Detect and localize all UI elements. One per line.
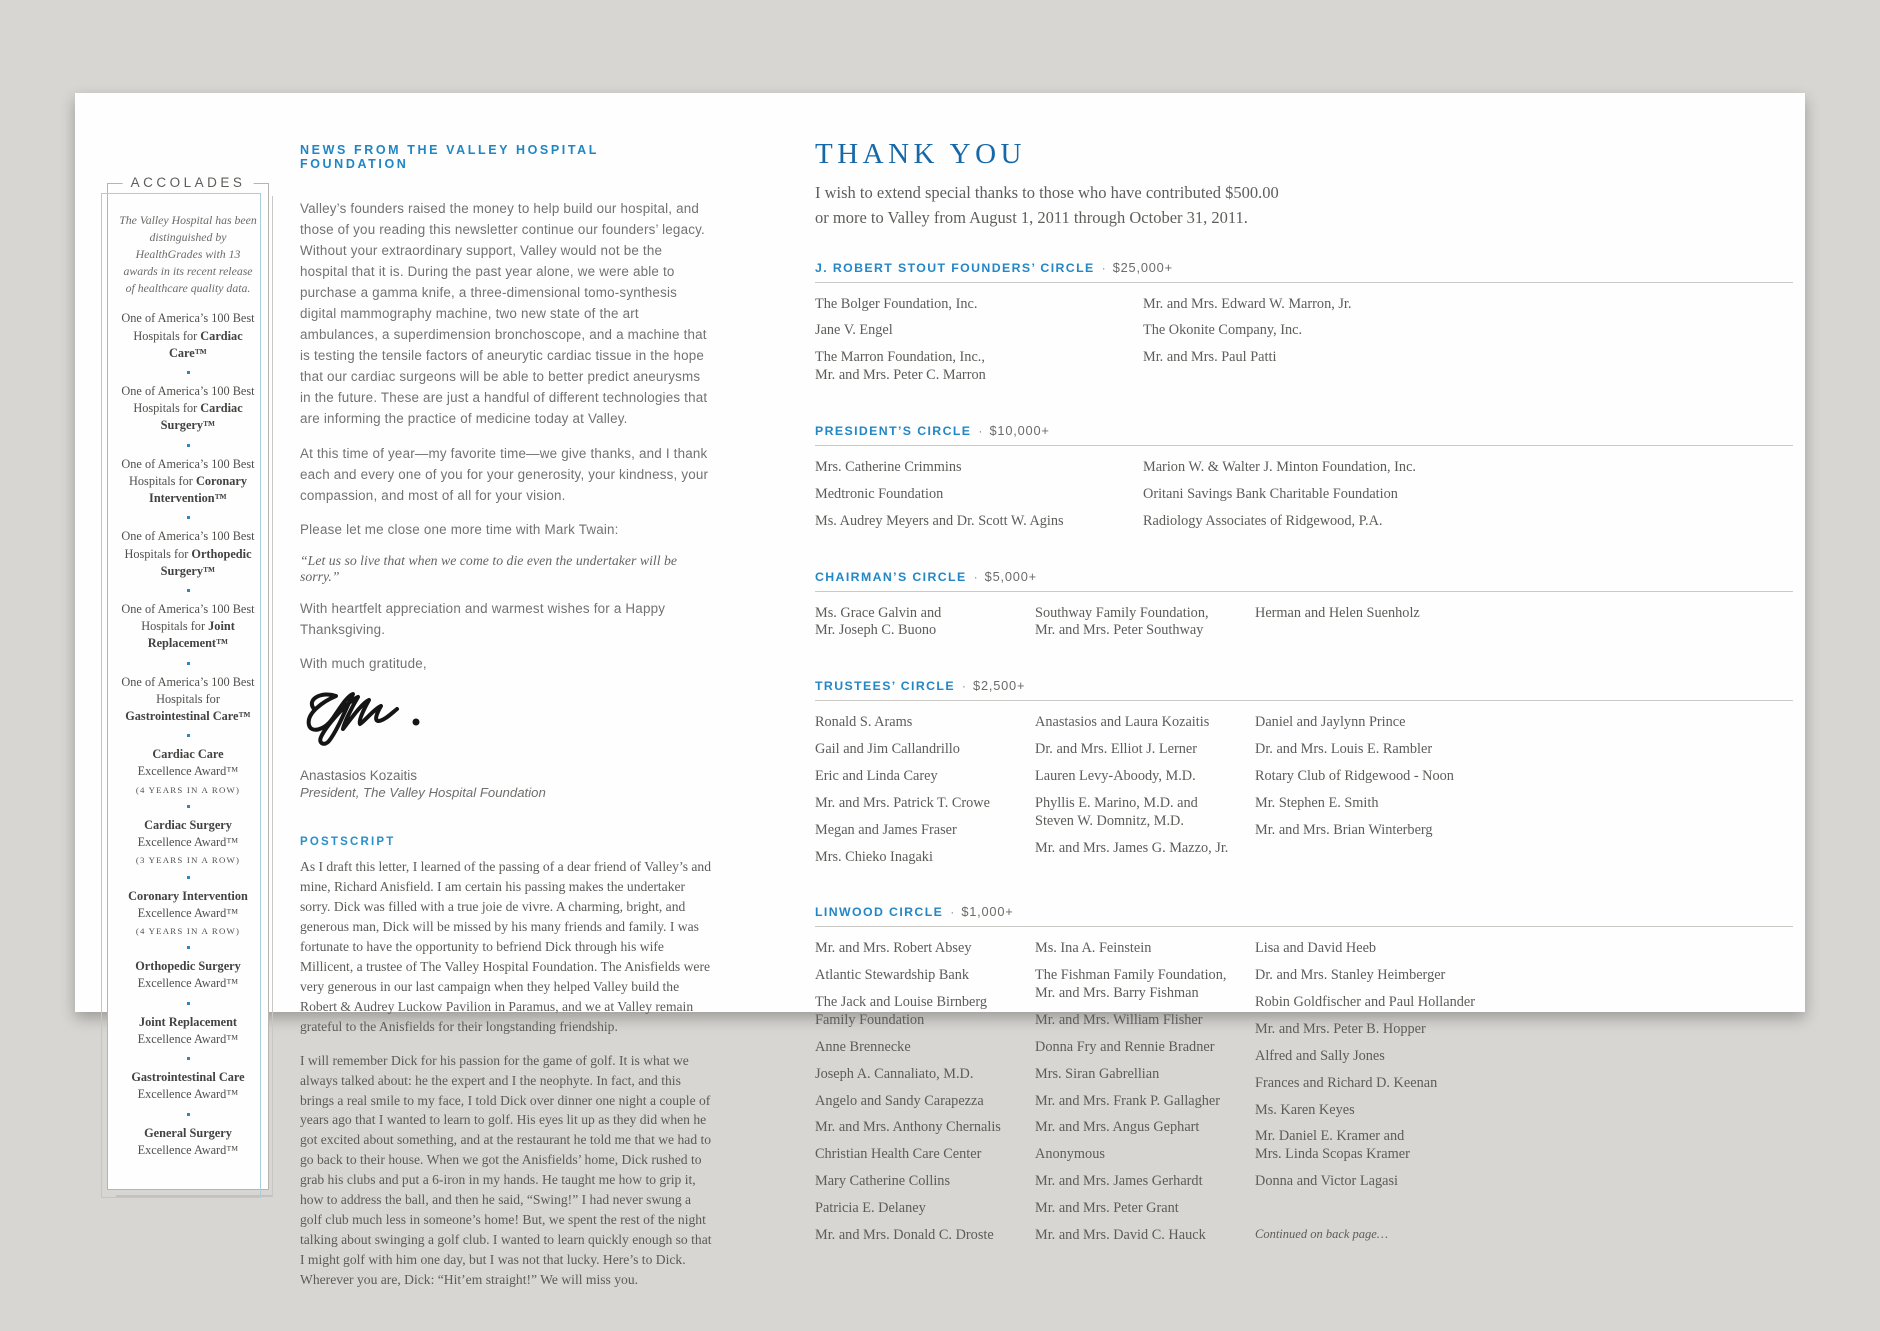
donor-section-header (815, 423, 1793, 438)
bullet-separator (187, 734, 190, 737)
donor-name: Angelo and Sandy Carapezza (815, 1092, 984, 1109)
donor-name: Atlantic Stewardship Bank (815, 967, 970, 984)
donor-name: Jane V. Engel (815, 322, 893, 339)
donor-name: Ms. Grace Galvin and Mr. Joseph C. Buono (815, 604, 942, 639)
accolade-item: One of America’s 100 Best Hospitals for Coronary Intervention™ (121, 456, 255, 506)
donor-name: Megan and James Fraser (815, 821, 957, 838)
donor-column (815, 459, 1143, 540)
donor-section-amount: $1,000+ (961, 904, 1014, 920)
signature-title: President, The Valley Hospital Foundation (300, 784, 546, 800)
donor-name: The Marron Foundation, Inc., Mr. and Mrs. Peter C. Marron (815, 349, 986, 384)
accolade-award-name: Coronary Intervention (128, 888, 248, 903)
accolade-award-name: Cardiac Surgery™ (160, 401, 243, 433)
letter-closing-1: With heartfelt appreciation and warmest wishes for a Happy Thanksgiving. (300, 600, 666, 637)
donor-name: Alfred and Sally Jones (1255, 1047, 1385, 1064)
accolades-intro: The Valley Hospital has been distinguished by HealthGrades with 13 awards in its recent release of healthcare quality data. (119, 213, 257, 296)
donor-name: Donna Fry and Rennie Bradner (1035, 1038, 1215, 1055)
bullet-separator (187, 946, 190, 949)
donor-columns (815, 714, 1793, 875)
postscript-paragraph-2: I will remember Dick for his passion for the game of golf. It is what we always talked about: he the expert and I the neophyte. In fact, and this brings a real smile to my face, I told Dick over dinner one night a couple of years ago that I wanted to learn to golf. His eyes lit up as they did when he got excited about something, and at the restaurant he told me that we had to go back to their house. When we got the Anisfields’ home, Dick rushed to grab his clubs and put a 6-iron in my hands. He taught me how to grip it, how to address the ball, and then he said, “Swing!” I had never swung a golf club much less in someone’s home! But, we spent the rest of the night talking about swinging a golf club. I wanted to learn quickly enough so that I might golf with him one day, but I was not that lucky. Here’s to Dick. Wherever you are, Dick: “Hit’em straight!” We will miss you. (300, 1052, 712, 1288)
donor-name: Herman and Helen Suenholz (1255, 604, 1420, 621)
continued-note: Continued on back page… (1255, 1226, 1388, 1241)
donor-section-name: PRESIDENT’S CIRCLE (815, 423, 972, 438)
section-divider (815, 700, 1793, 701)
letter-paragraph-1: Valley’s founders raised the money to help build our hospital, and those of you reading this newsletter continue our founders’ legacy. Without your extraordinary support, Valley would not be the hospital that it is. During the past year alone, we were able to purchase a gamma knife, a three-dimensional tomo-synthesis digital mammography machine, two new state of the art ambulances, a superdimension bronchoscope, and a machine that is testing the tensile factors of aneurytic cardiac tissue in the hope that our cardiac surgeons will be able to better predict aneurysms in the future. These are just a handful of different technologies that are informing the practice of medicine today at Valley. (300, 201, 708, 427)
donor-name: Southway Family Foundation, Mr. and Mrs. Peter Southway (1035, 604, 1209, 639)
accolade-award-name: Orthopedic Surgery™ (160, 546, 252, 578)
donor-section-name: LINWOOD CIRCLE (815, 905, 944, 920)
donor-section-name: J. ROBERT STOUT FOUNDERS’ CIRCLE (815, 260, 1095, 275)
donor-section (815, 423, 1793, 540)
donor-name: Ms. Ina A. Feinstein (1035, 940, 1152, 957)
donor-column (815, 605, 1035, 650)
accolade-item: One of America’s 100 Best Hospitals for Gastrointestinal Care™ (121, 674, 255, 723)
section-divider (815, 591, 1793, 592)
bullet-separator (187, 1002, 190, 1005)
donor-columns (815, 605, 1793, 650)
signature-scribble-icon (300, 687, 712, 756)
donor-column (1143, 459, 1793, 540)
donor-name: Anonymous (1035, 1146, 1105, 1163)
accolade-item: Orthopedic Surgery Excellence Award™ (135, 959, 241, 991)
bullet-separator (187, 1113, 190, 1116)
donor-column (815, 940, 1035, 1253)
letter-closing-2: With much gratitude, (300, 655, 427, 671)
section-divider (815, 445, 1793, 446)
postscript-paragraph-1: As I draft this letter, I learned of the passing of a dear friend of Valley’s and mine, Richard Anisfield. I am certain his passing makes the undertaker sorry. Dick was filled with a true joie de vivre. A charming, bright, and generous man, Dick will be missed by his many friends and family. I was fortunate to have the opportunity to befriend Dick through his wife Millicent, a trustee of The Valley Hospital Foundation. The Anisfields were very generous in our last campaign when they helped Valley build the Robert & Audrey Luckow Pavilion in Paramus, and we at Valley remain grateful to the Anisfields for their longstanding friendship. (300, 858, 712, 1034)
donor-name: Ms. Audrey Meyers and Dr. Scott W. Agins (815, 512, 1064, 529)
donor-name: Mr. Daniel E. Kramer and Mrs. Linda Scopas Kramer (1255, 1128, 1410, 1163)
donor-name: Mrs. Chieko Inagaki (815, 848, 933, 865)
letter-column (300, 143, 712, 1304)
accolade-item: Cardiac Surgery Excellence Award™ (3 YEARS IN A ROW) (117, 817, 259, 867)
accolade-award-name: Coronary Intervention™ (149, 473, 247, 506)
accolades-box (107, 175, 269, 1190)
bullet-separator (187, 662, 190, 665)
subtitle-line-2: or more to Valley from August 1, 2011 through October 31, 2011. (815, 207, 1248, 227)
thank-you-subtitle (815, 181, 1793, 231)
dot-separator: · (950, 905, 955, 920)
donor-name: The Fishman Family Foundation, Mr. and Mrs. Barry Fishman (1035, 967, 1227, 1002)
donor-name: Dr. and Mrs. Louis E. Rambler (1255, 741, 1433, 758)
bullet-separator (187, 876, 190, 879)
bullet-separator (187, 371, 190, 374)
accolade-item: One of America’s 100 Best Hospitals for Joint Replacement™ (121, 601, 255, 651)
bullet-separator (187, 589, 190, 592)
donor-name: Lauren Levy-Aboody, M.D. (1035, 767, 1196, 784)
bullet-separator (187, 1057, 190, 1060)
donor-name: The Okonite Company, Inc. (1143, 322, 1303, 339)
accolade-item: One of America’s 100 Best Hospitals for Cardiac Care™ (121, 311, 255, 360)
donor-name: Medtronic Foundation (815, 485, 944, 502)
donor-column (1143, 296, 1793, 394)
dot-separator: · (961, 679, 967, 694)
donor-name: The Bolger Foundation, Inc. (815, 295, 978, 312)
donor-name: Frances and Richard D. Keenan (1255, 1074, 1438, 1091)
letter-paragraph-3: Please let me close one more time with Mark Twain: (300, 521, 619, 537)
dot-separator: · (978, 423, 983, 438)
donor-column (815, 296, 1143, 394)
donor-section-header (815, 678, 1793, 693)
donor-name: Mr. and Mrs. Paul Patti (1143, 349, 1277, 366)
accolade-item: Joint Replacement Excellence Award™ (137, 1014, 239, 1046)
donor-name: Dr. and Mrs. Stanley Heimberger (1255, 967, 1446, 984)
donor-section (815, 678, 1793, 875)
donor-section-name: CHAIRMAN’S CIRCLE (815, 569, 967, 584)
donor-section-amount: $25,000+ (1112, 259, 1173, 275)
donor-name: Mr. and Mrs. Brian Winterberg (1255, 821, 1433, 838)
donor-column (1035, 605, 1255, 650)
donor-section (815, 904, 1793, 1253)
accolade-award-name: Cardiac Care™ (168, 328, 243, 360)
signature-name: Anastasios Kozaitis (300, 767, 418, 783)
accolade-award-name: Cardiac Surgery (144, 817, 232, 832)
donor-section-header (815, 260, 1793, 275)
newsletter-header: NEWS FROM THE VALLEY HOSPITAL FOUNDATION (300, 143, 599, 171)
donor-name: The Jack and Louise Birnberg Family Foundation (815, 994, 988, 1028)
bullet-separator (187, 444, 190, 447)
accolade-item: General Surgery Excellence Award™ (137, 1125, 239, 1157)
accolade-item: Gastrointestinal Care Excellence Award™ (131, 1070, 245, 1102)
donor-name: Mr. and Mrs. Peter B. Hopper (1255, 1020, 1426, 1037)
donor-name: Joseph A. Cannaliato, M.D. (815, 1065, 974, 1082)
dot-separator: · (1101, 260, 1106, 275)
donor-column (1035, 714, 1255, 875)
donor-name: Mrs. Siran Gabrellian (1035, 1065, 1160, 1082)
donor-column (1255, 940, 1793, 1253)
dot-separator: · (973, 569, 978, 584)
donor-name: Mr. and Mrs. Frank P. Gallagher (1035, 1092, 1221, 1109)
bullet-separator (187, 516, 190, 519)
donor-column (815, 714, 1035, 875)
donor-section-amount: $2,500+ (973, 678, 1026, 694)
accolade-award-name: Gastrointestinal Care™ (125, 708, 251, 723)
accolade-award-name: Joint Replacement (138, 1014, 237, 1029)
accolades-list (117, 310, 259, 1158)
donor-section-header (815, 904, 1793, 919)
donor-name: Mr. and Mrs. Robert Absey (815, 940, 972, 957)
subtitle-line-1: I wish to extend special thanks to those who have contributed $500.00 (815, 183, 1279, 202)
donor-column (1255, 714, 1793, 875)
thank-you-page (815, 138, 1793, 1254)
thank-you-title: THANK YOU (815, 138, 1026, 170)
accolade-note: (3 YEARS IN A ROW) (135, 855, 241, 866)
accolade-item: One of America’s 100 Best Hospitals for Cardiac Surgery™ (121, 384, 255, 433)
donor-name: Dr. and Mrs. Elliot J. Lerner (1035, 741, 1197, 758)
accolade-award-name: Gastrointestinal Care (131, 1070, 245, 1085)
donor-column (1255, 605, 1793, 650)
accolade-note: (4 YEARS IN A ROW) (135, 925, 241, 936)
donor-name: Lisa and David Heeb (1255, 940, 1377, 957)
accolade-award-name: Orthopedic Surgery (135, 959, 241, 974)
donor-section (815, 260, 1793, 394)
donor-columns (815, 940, 1793, 1253)
donor-section-amount: $5,000+ (984, 568, 1037, 584)
donor-name: Marion W. & Walter J. Minton Foundation, Inc. (1143, 458, 1416, 475)
section-divider (815, 926, 1793, 927)
donor-section-amount: $10,000+ (989, 422, 1050, 438)
donor-name: Donna and Victor Lagasi (1255, 1173, 1398, 1190)
donor-name: Mr. and Mrs. James G. Mazzo, Jr. (1035, 839, 1229, 856)
bullet-separator (187, 805, 190, 808)
donor-name: Mr. and Mrs. Patrick T. Crowe (815, 794, 990, 811)
accolade-award-name: Joint Replacement™ (147, 619, 235, 651)
donor-name: Mary Catherine Collins (815, 1173, 951, 1190)
postscript-label: POSTSCRIPT (300, 835, 396, 848)
accolade-item: Cardiac Care Excellence Award™ (4 YEARS IN A ROW) (117, 746, 259, 796)
donor-name: Mr. Stephen E. Smith (1255, 794, 1379, 811)
accolades-title: ACCOLADES (123, 175, 254, 190)
donor-name: Daniel and Jaylynn Prince (1255, 714, 1406, 731)
letter-paragraph-2: At this time of year—my favorite time—we give thanks, and I thank each and every one of you for your generosity, your kindness, your compassion, and most of all for your vision. (300, 445, 709, 503)
donor-name: Gail and Jim Callandrillo (815, 741, 960, 758)
accolade-note: (4 YEARS IN A ROW) (135, 784, 241, 795)
accolade-award-name: General Surgery (144, 1125, 232, 1140)
donor-name: Anastasios and Laura Kozaitis (1035, 714, 1210, 731)
section-divider (815, 282, 1793, 283)
donor-name: Rotary Club of Ridgewood - Noon (1255, 767, 1454, 784)
donor-name: Christian Health Care Center (815, 1146, 982, 1163)
donor-name: Mr. and Mrs. James Gerhardt (1035, 1173, 1203, 1190)
donor-section-name: TRUSTEES’ CIRCLE (815, 679, 955, 694)
donor-section (815, 569, 1793, 650)
donor-name: Ronald S. Arams (815, 714, 913, 731)
donor-name: Phyllis E. Marino, M.D. and Steven W. Domnitz, M.D. (1035, 794, 1198, 829)
mark-twain-quote: “Let us so live that when we come to die even the undertaker will be sorry.” (300, 552, 678, 584)
donor-name: Mr. and Mrs. Angus Gephart (1035, 1119, 1200, 1136)
donor-name: Mr. and Mrs. William Flisher (1035, 1011, 1203, 1028)
accolade-item: One of America’s 100 Best Hospitals for Orthopedic Surgery™ (121, 529, 255, 578)
donor-name: Robin Goldfischer and Paul Hollander (1255, 994, 1475, 1011)
donor-name: Eric and Linda Carey (815, 767, 938, 784)
donor-name: Mr. and Mrs. Anthony Chernalis (815, 1119, 1001, 1136)
donor-name: Oritani Savings Bank Charitable Foundation (1143, 485, 1398, 502)
accolade-item: Coronary Intervention Excellence Award™ (4 YEARS IN A ROW) (117, 888, 259, 938)
accolade-award-name: Cardiac Care (152, 747, 224, 762)
donor-name: Mr. and Mrs. Peter Grant (1035, 1199, 1179, 1216)
donor-name: Ms. Karen Keyes (1255, 1101, 1355, 1118)
donor-name: Mr. and Mrs. Edward W. Marron, Jr. (1143, 295, 1352, 312)
newsletter-spread (75, 93, 1805, 1288)
donor-name: Anne Brennecke (815, 1038, 911, 1055)
donor-name: Mr. and Mrs. Donald C. Droste (815, 1226, 994, 1243)
donor-column (1035, 940, 1255, 1253)
donor-name: Patricia E. Delaney (815, 1199, 926, 1216)
donor-name: Mrs. Catherine Crimmins (815, 458, 962, 475)
donor-sections (815, 260, 1793, 1254)
donor-columns (815, 296, 1793, 394)
donor-name: Radiology Associates of Ridgewood, P.A. (1143, 512, 1383, 529)
donor-section-header (815, 569, 1793, 584)
donor-name: Mr. and Mrs. David C. Hauck (1035, 1226, 1206, 1243)
donor-columns (815, 459, 1793, 540)
